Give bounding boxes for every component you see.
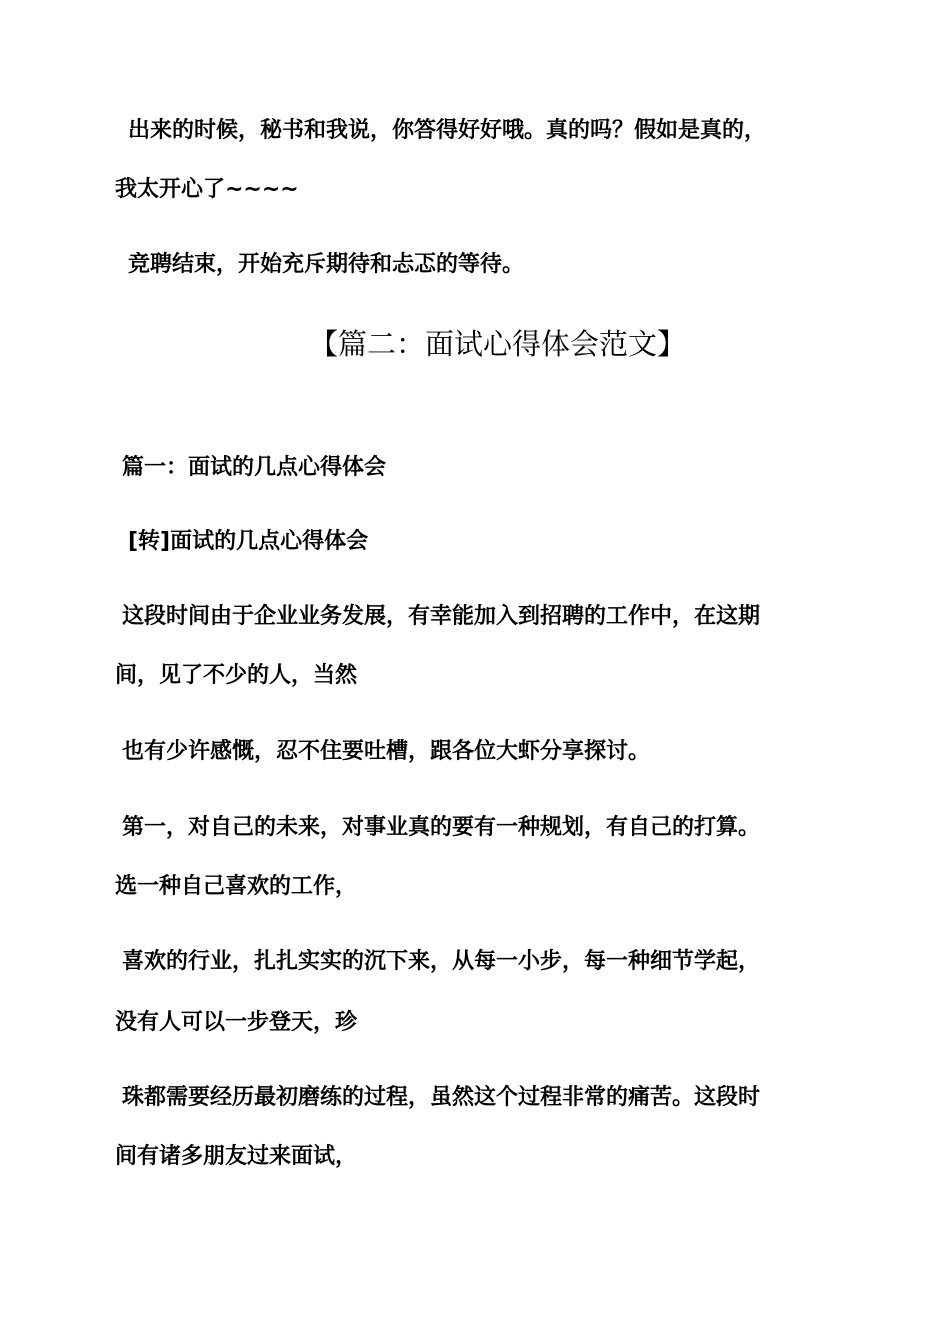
body-line: 没有人可以一步登天，珍 [115,1010,358,1035]
body-line: 这段时间由于企业业务发展，有幸能加入到招聘的工作中，在这期 [122,604,761,629]
body-line: 喜欢的行业，扎扎实实的沉下来，从每一小步，每一种细节学起， [122,949,761,974]
paragraph-line: 我太开心了~~~~ [115,177,299,202]
paragraph-line: 竞聘结束，开始充斥期待和忐忑的等待。 [128,252,525,277]
body-line: 也有少许感慨，忍不住要吐槽，跟各位大虾分享探讨。 [122,739,651,764]
body-line: 间有诸多朋友过来面试， [115,1144,358,1169]
body-line: 珠都需要经历最初磨练的过程，虽然这个过程非常的痛苦。这段时 [122,1085,761,1110]
paragraph-line: 出来的时候，秘书和我说，你答得好好哦。真的吗？假如是真的， [128,118,767,143]
section-heading: 【篇二：面试心得体会范文】 [308,327,686,361]
body-line: 间，见了不少的人，当然 [115,663,358,688]
body-line: 选一种自己喜欢的工作， [115,874,358,899]
body-line: 第一，对自己的未来，对事业真的要有一种规划，有自己的打算。 [122,815,761,840]
sub-heading: 篇一：面试的几点心得体会 [122,455,387,480]
sub-heading: [转]面试的几点心得体会 [128,529,369,554]
